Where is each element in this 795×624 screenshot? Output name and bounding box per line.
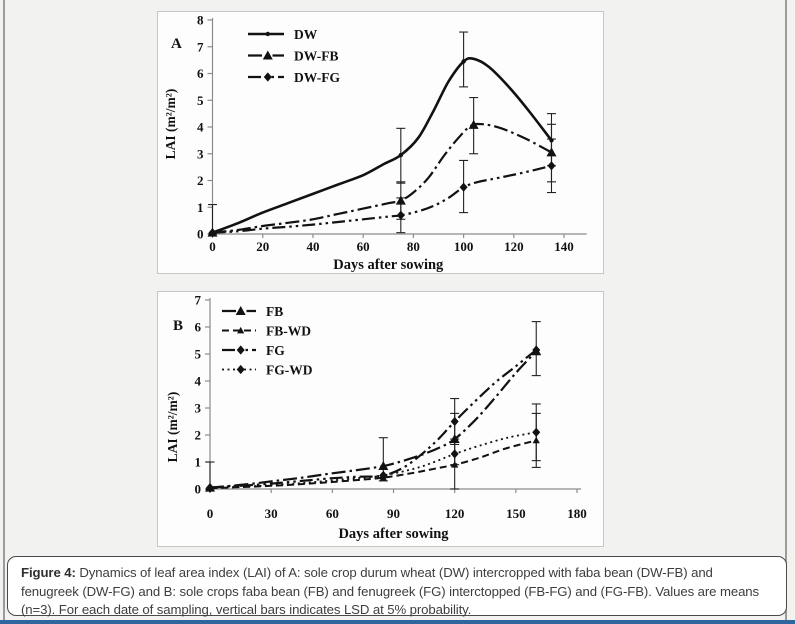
error-bars bbox=[206, 322, 541, 489]
series-FG-WD-markers bbox=[206, 428, 540, 493]
x-tick-label: 120 bbox=[504, 239, 524, 254]
series-FB-WD-markers bbox=[206, 437, 539, 491]
y-tick-label: 7 bbox=[194, 292, 201, 308]
x-axis-title: Days after sowing bbox=[338, 526, 449, 542]
legend-label: DW-FG bbox=[294, 69, 340, 85]
legend bbox=[222, 304, 313, 378]
panel-label: A bbox=[171, 36, 182, 52]
legend bbox=[248, 27, 340, 85]
y-tick-label: 6 bbox=[194, 319, 201, 335]
legend-label: FB bbox=[266, 303, 284, 319]
legend-item-FG bbox=[222, 343, 285, 358]
x-tick-label: 60 bbox=[325, 506, 339, 521]
chart-a-svg bbox=[158, 12, 605, 275]
y-tick-label: 4 bbox=[194, 373, 201, 389]
page-left-border bbox=[3, 0, 5, 624]
bottom-accent-bar bbox=[0, 620, 795, 624]
figure-caption bbox=[7, 556, 787, 616]
y-tick-label: 0 bbox=[194, 481, 201, 497]
series-FB-markers bbox=[205, 346, 541, 491]
y-tick-label: 8 bbox=[197, 12, 204, 28]
legend-label: DW-FB bbox=[294, 48, 339, 64]
legend-label: FB-WD bbox=[266, 323, 311, 339]
y-tick-label: 4 bbox=[197, 119, 204, 135]
legend-item-DW-FG bbox=[248, 70, 340, 85]
legend-label: FG-WD bbox=[266, 362, 313, 378]
tick-labels bbox=[195, 293, 587, 522]
panel-label: B bbox=[173, 318, 184, 334]
legend-label: DW bbox=[294, 26, 318, 42]
series-DW-markers bbox=[210, 59, 553, 235]
x-tick-label: 100 bbox=[453, 239, 474, 254]
y-tick-label: 5 bbox=[194, 346, 201, 362]
series-FB-line bbox=[210, 351, 536, 487]
y-axis-title: LAI (m²/m²) bbox=[163, 88, 178, 160]
x-tick-label: 90 bbox=[387, 506, 401, 521]
y-axis-title: LAI (m²/m²) bbox=[165, 391, 180, 463]
y-tick-label: 2 bbox=[197, 173, 204, 188]
series-FG-WD-line bbox=[210, 432, 536, 488]
series-DW-FG-markers bbox=[209, 161, 556, 237]
legend-item-FG-WD bbox=[222, 362, 313, 377]
y-tick-label: 6 bbox=[197, 66, 204, 81]
y-tick-label: 0 bbox=[197, 226, 204, 242]
x-tick-label: 150 bbox=[506, 506, 526, 521]
y-tick-label: 3 bbox=[197, 146, 204, 162]
series-FG-markers bbox=[206, 342, 540, 492]
series-DW-FB-markers bbox=[208, 120, 557, 237]
series-DW-FG-line bbox=[213, 166, 552, 233]
chart-panel-b bbox=[157, 291, 604, 547]
x-tick-label: 60 bbox=[356, 239, 370, 254]
y-tick-label: 1 bbox=[197, 199, 204, 215]
x-tick-label: 20 bbox=[256, 239, 270, 254]
chart-b-svg bbox=[158, 292, 605, 548]
x-tick-label: 0 bbox=[206, 506, 214, 521]
figure-caption-text: Dynamics of leaf area index (LAI) of A: sole crop durum wheat (DW) intercropped with faba bean (DW-FB) and fenugreek (DW-FG) and B: sole crops faba bean (FB) and fenugreek (FG) interctopped (FB-FG) and (FG-FB). Values are means (n=3). For each date of sampling, vertical bars indicates LSD at 5% probability. bbox=[21, 565, 760, 618]
series-FG-line bbox=[210, 350, 536, 488]
series-DW-FB-line bbox=[213, 124, 552, 233]
y-tick-label: 7 bbox=[197, 39, 204, 55]
chart-panel-a bbox=[157, 11, 604, 274]
y-tick-label: 5 bbox=[197, 92, 204, 108]
figure-caption-label: Figure 4: bbox=[21, 565, 76, 580]
x-tick-label: 120 bbox=[444, 506, 465, 521]
x-tick-label: 40 bbox=[306, 239, 320, 254]
legend-item-DW-FB bbox=[248, 48, 339, 63]
series-FB-WD-line bbox=[210, 440, 536, 488]
series-DW-line bbox=[213, 58, 552, 232]
legend-item-FB-WD bbox=[222, 323, 311, 338]
y-tick-label: 1 bbox=[194, 454, 201, 470]
page-right-border bbox=[785, 0, 787, 624]
x-tick-label: 80 bbox=[406, 239, 420, 254]
legend-item-FB bbox=[222, 304, 283, 319]
y-tick-label: 3 bbox=[194, 400, 201, 416]
x-tick-label: 0 bbox=[209, 239, 216, 254]
legend-label: FG bbox=[266, 342, 285, 358]
x-tick-label: 140 bbox=[554, 239, 574, 254]
x-tick-label: 30 bbox=[264, 506, 278, 521]
y-tick-label: 2 bbox=[194, 427, 201, 443]
x-tick-label: 180 bbox=[567, 506, 587, 521]
legend-item-DW bbox=[248, 27, 318, 42]
x-axis-title: Days after sowing bbox=[333, 257, 444, 273]
